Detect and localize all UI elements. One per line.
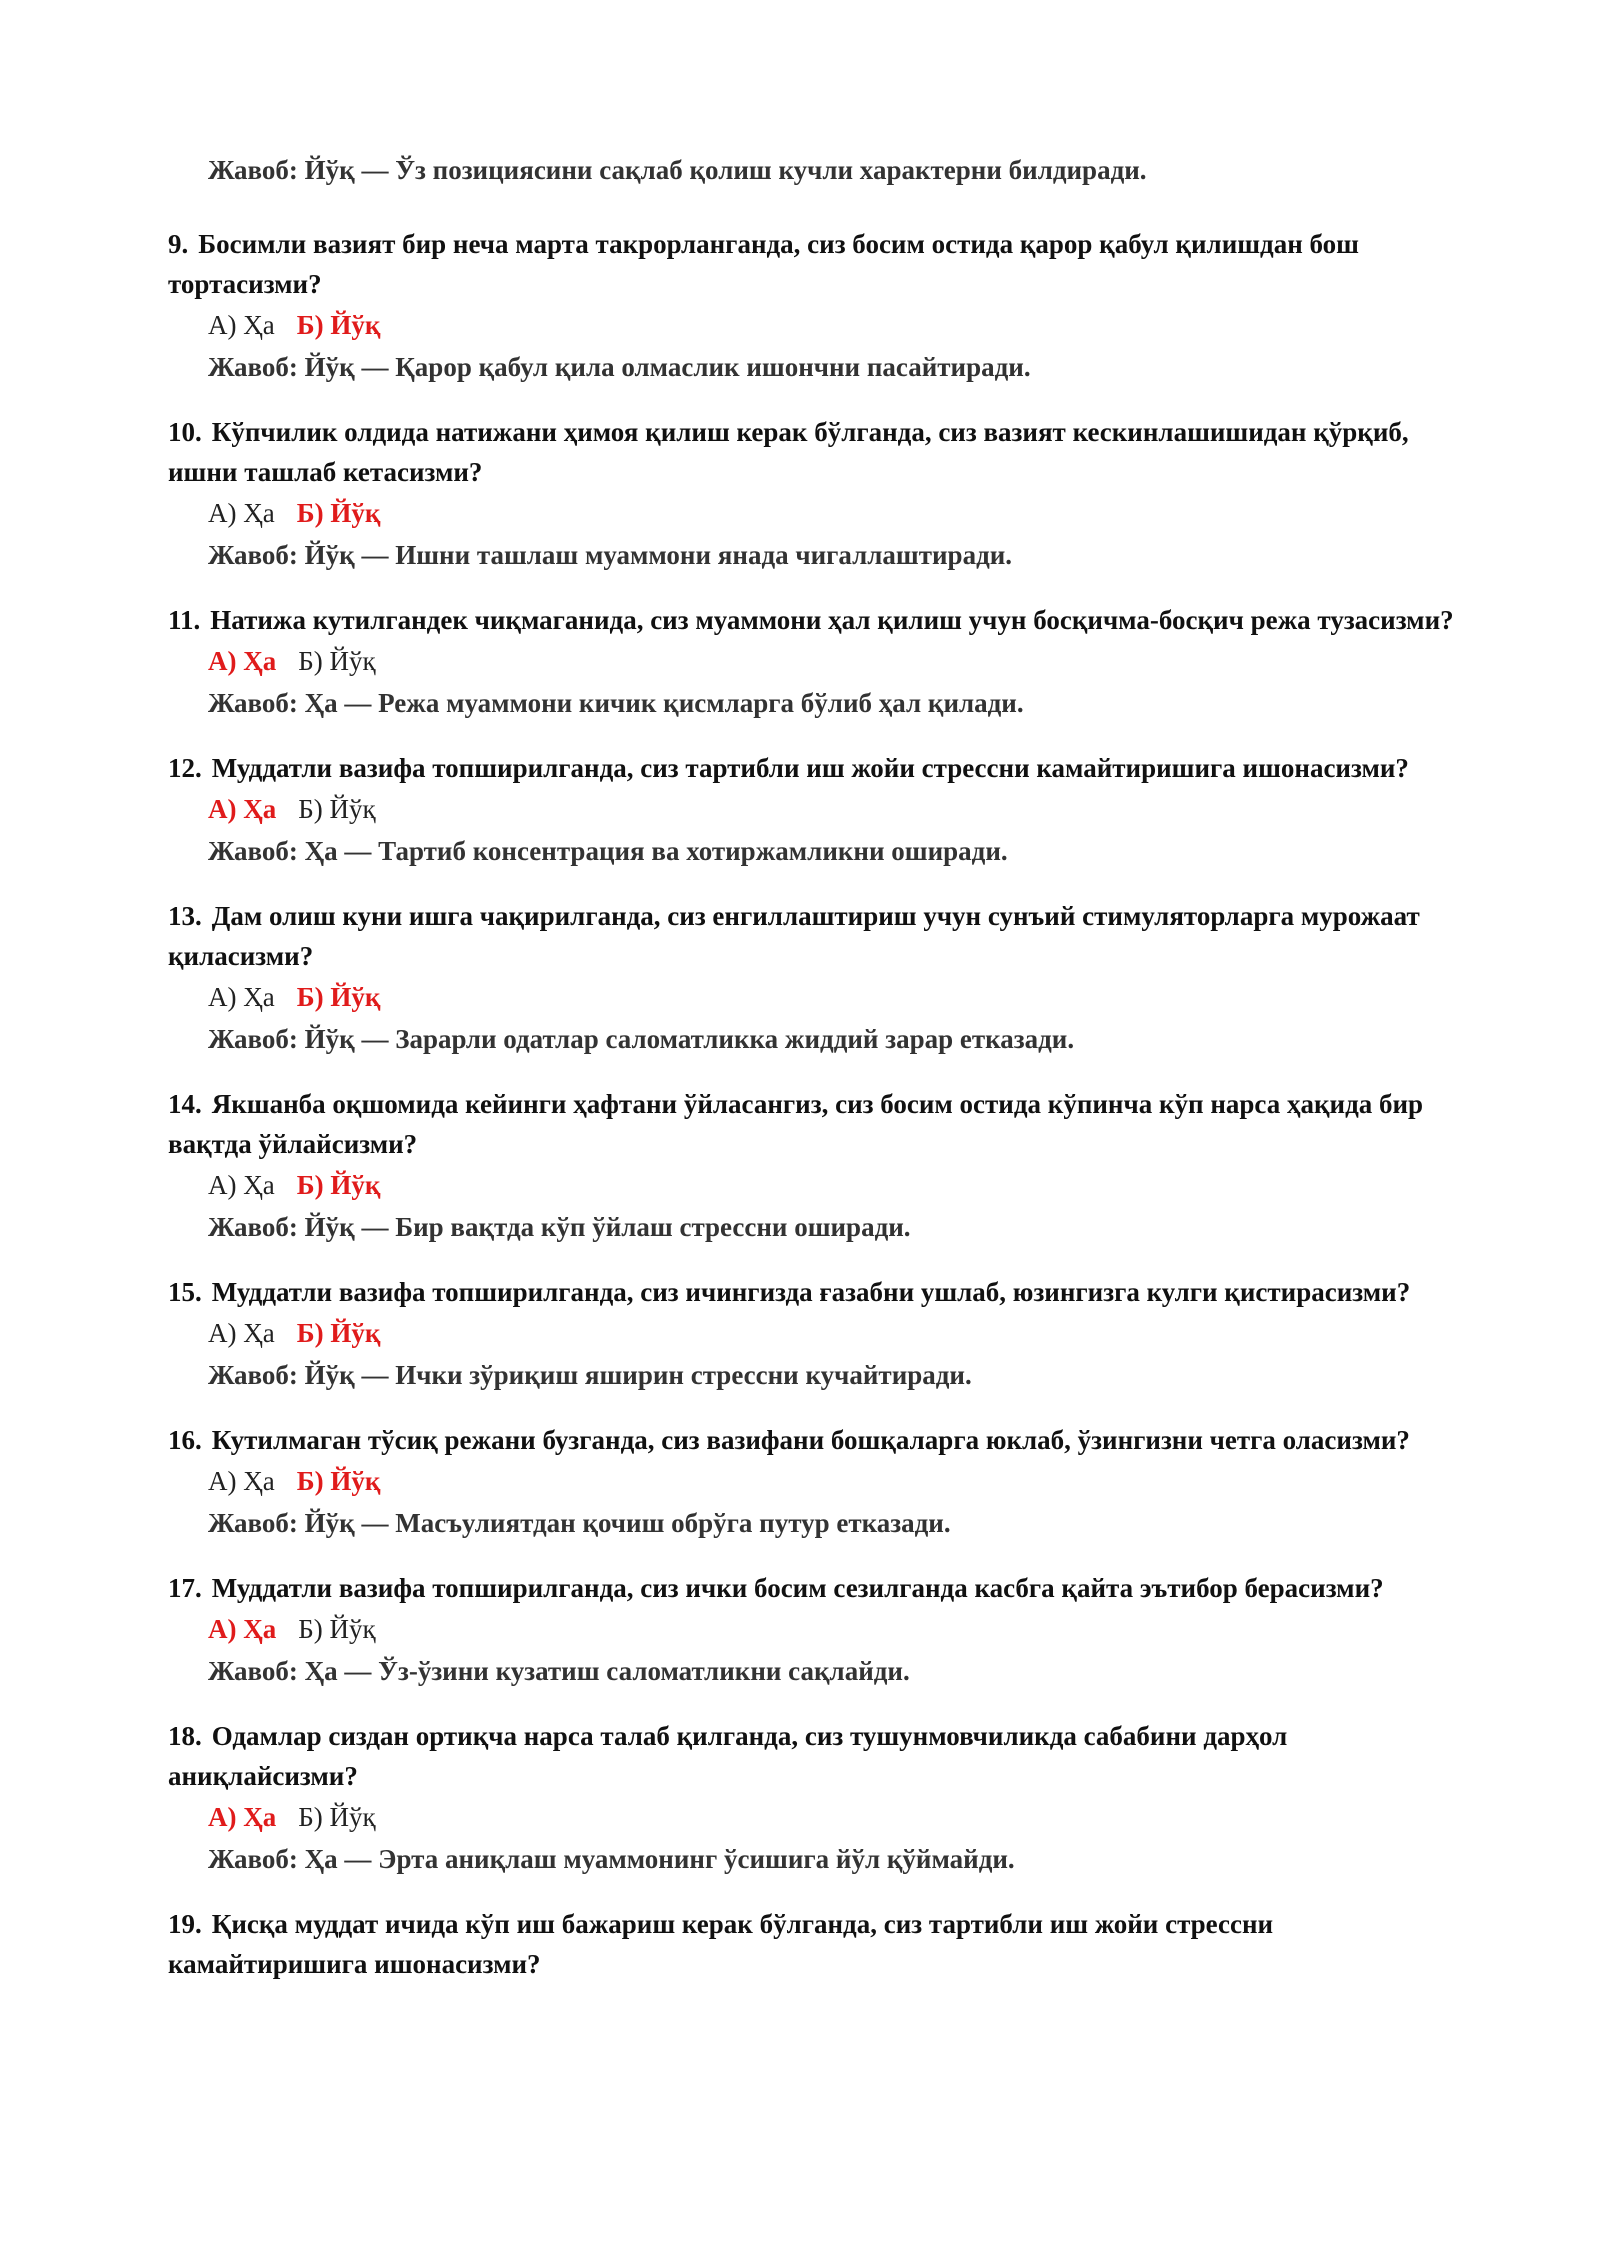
question-number: 11. [168, 605, 201, 635]
option-a[interactable]: А) Ҳа [208, 1614, 277, 1644]
question-number: 19. [168, 1909, 202, 1939]
question-number: 15. [168, 1277, 202, 1307]
question-number: 9. [168, 229, 189, 259]
question-body: Босимли вазият бир неча марта такрорланганда, сиз босим остида қарор қабул қилишдан бош тортасизми? [168, 229, 1359, 299]
answer-explanation: Жавоб: Ҳа — Режа муаммони кичик қисмларга бўлиб ҳал қилади. [208, 688, 1024, 718]
option-b[interactable]: Б) Йўқ [298, 1614, 376, 1644]
option-a[interactable]: А) Ҳа [208, 646, 277, 676]
question-block [168, 1272, 1468, 1396]
answer-explanation: Жавоб: Ҳа — Тартиб консентрация ва хотиржамликни оширади. [208, 836, 1008, 866]
option-b[interactable]: Б) Йўқ [296, 1318, 381, 1348]
option-a[interactable]: А) Ҳа [208, 794, 277, 824]
question-text [168, 224, 1468, 304]
question-block [168, 1084, 1468, 1248]
option-b[interactable]: Б) Йўқ [296, 310, 381, 340]
question-text [168, 748, 1468, 788]
question-body: Натижа кутилгандек чиқмаганида, сиз муаммони ҳал қилиш учун босқичма-босқич режа тузасизми? [210, 605, 1454, 635]
question-block [168, 1420, 1468, 1544]
answer-explanation: Жавоб: Йўқ — Зарарли одатлар саломатликка жиддий зарар етказади. [208, 1024, 1075, 1054]
option-a[interactable]: А) Ҳа [208, 1466, 275, 1496]
question-block [168, 412, 1468, 576]
question-number: 14. [168, 1089, 202, 1119]
question-number: 10. [168, 417, 202, 447]
question-block [168, 600, 1468, 724]
option-b[interactable]: Б) Йўқ [296, 1170, 381, 1200]
question-text [168, 1568, 1468, 1608]
question-text [168, 1716, 1468, 1796]
option-a[interactable]: А) Ҳа [208, 310, 275, 340]
option-b[interactable]: Б) Йўқ [298, 794, 376, 824]
answer-explanation: Жавоб: Йўқ — Ички зўриқиш яширин стрессни кучайтиради. [208, 1360, 972, 1390]
answer-explanation: Жавоб: Йўқ — Қарор қабул қила олмаслик ишончни пасайтиради. [208, 352, 1031, 382]
question-text [168, 412, 1468, 492]
answer-options [208, 1608, 1468, 1650]
option-b[interactable]: Б) Йўқ [296, 1466, 381, 1496]
question-number: 18. [168, 1721, 202, 1751]
document-page [168, 150, 1468, 2008]
option-b[interactable]: Б) Йўқ [298, 1802, 376, 1832]
question-text [168, 600, 1468, 640]
answer-explanation: Жавоб: Йўқ — Ишни ташлаш муаммони янада чигаллаштиради. [208, 540, 1013, 570]
question-list [168, 224, 1468, 1984]
option-b[interactable]: Б) Йўқ [298, 646, 376, 676]
question-text [168, 1272, 1468, 1312]
question-block [168, 748, 1468, 872]
question-text [168, 1420, 1468, 1460]
question-body: Муддатли вазифа топширилганда, сиз тартибли иш жойи стрессни камайтиришига ишонасизми? [211, 753, 1409, 783]
question-number: 13. [168, 901, 202, 931]
question-number: 16. [168, 1425, 202, 1455]
answer-explanation: Жавоб: Ҳа — Ўз-ўзини кузатиш саломатликни сақлайди. [208, 1656, 910, 1686]
question-block [168, 224, 1468, 388]
question-block [168, 1568, 1468, 1692]
option-a[interactable]: А) Ҳа [208, 1802, 277, 1832]
question-block [168, 1716, 1468, 1880]
question-block [168, 1904, 1468, 1984]
question-number: 12. [168, 753, 202, 783]
question-body: Кўпчилик олдида натижани ҳимоя қилиш керак бўлганда, сиз вазият кескинлашишидан қўрқиб, ишни ташлаб кетасизми? [168, 417, 1409, 487]
question-body: Кутилмаган тўсиқ режани бузганда, сиз вазифани бошқаларга юклаб, ўзингизни четга оласизми? [211, 1425, 1410, 1455]
question-body: Қисқа муддат ичида кўп иш бажариш керак бўлганда, сиз тартибли иш жойи стрессни камайтиришига ишонасизми? [168, 1909, 1274, 1979]
option-a[interactable]: А) Ҳа [208, 982, 275, 1012]
question-text [168, 1904, 1468, 1984]
option-a[interactable]: А) Ҳа [208, 1318, 275, 1348]
answer-explanation: Жавоб: Ҳа — Эрта аниқлаш муаммонинг ўсишига йўл қўймайди. [208, 1844, 1015, 1874]
answer-options [208, 640, 1468, 682]
question-text [168, 1084, 1468, 1164]
question-body: Муддатли вазифа топширилганда, сиз ичингизда ғазабни ушлаб, юзингизга кулги қистирасизми? [211, 1277, 1411, 1307]
answer-options [208, 1796, 1468, 1838]
answer-options [208, 788, 1468, 830]
answer-options [208, 1312, 1468, 1354]
question-body: Якшанба оқшомида кейинги ҳафтани ўйласангиз, сиз босим остида кўпинча кўп нарса ҳақида бир вақтда ўйлайсизми? [168, 1089, 1424, 1159]
option-b[interactable]: Б) Йўқ [296, 498, 381, 528]
question-number: 17. [168, 1573, 202, 1603]
question-body: Муддатли вазифа топширилганда, сиз ички босим сезилганда касбга қайта эътибор берасизми? [211, 1573, 1384, 1603]
answer-options [208, 492, 1468, 534]
question-body: Дам олиш куни ишга чақирилганда, сиз енгиллаштириш учун сунъий стимуляторларга мурожаат қиласизми? [168, 901, 1420, 971]
answer-explanation: Жавоб: Йўқ — Бир вақтда кўп ўйлаш стрессни оширади. [208, 1212, 911, 1242]
question-block [168, 896, 1468, 1060]
option-a[interactable]: А) Ҳа [208, 1170, 275, 1200]
previous-answer: Жавоб: Йўқ — Ўз позициясини сақлаб қолиш кучли характерни билдиради. [208, 155, 1147, 185]
question-body: Одамлар сиздан ортиқча нарса талаб қилганда, сиз тушунмовчиликда сабабини дарҳол аниқлайсизми? [168, 1721, 1288, 1791]
answer-options [208, 304, 1468, 346]
answer-options [208, 1460, 1468, 1502]
option-a[interactable]: А) Ҳа [208, 498, 275, 528]
answer-explanation: Жавоб: Йўқ — Масъулиятдан қочиш обрўга путур етказади. [208, 1508, 951, 1538]
question-text [168, 896, 1468, 976]
answer-options [208, 1164, 1468, 1206]
answer-options [208, 976, 1468, 1018]
option-b[interactable]: Б) Йўқ [296, 982, 381, 1012]
